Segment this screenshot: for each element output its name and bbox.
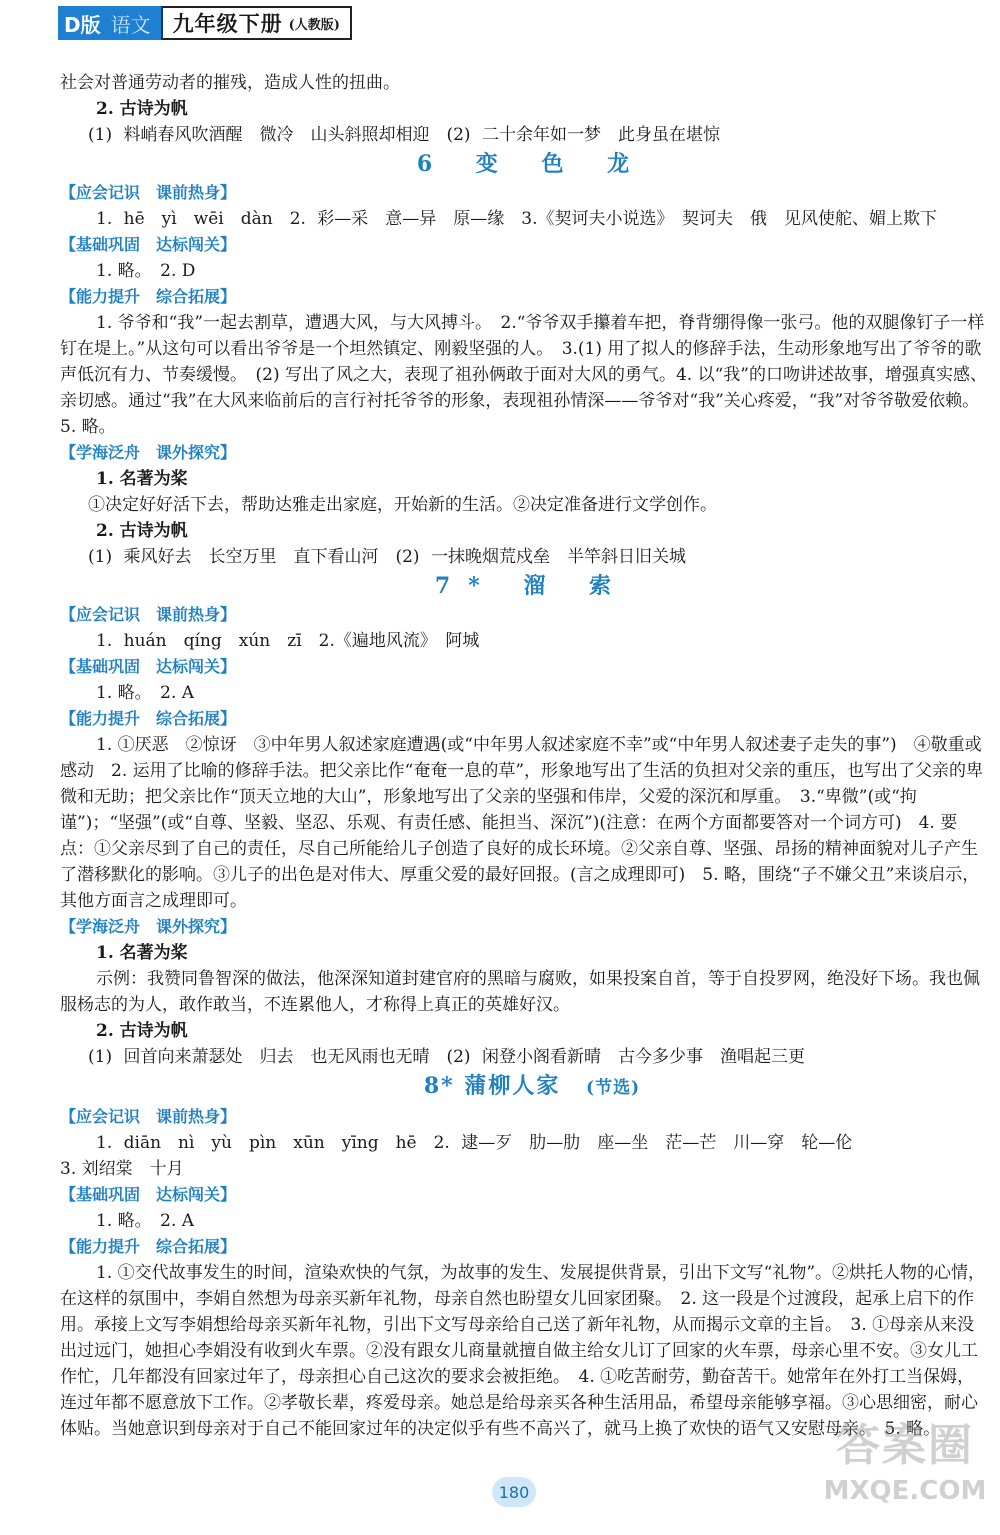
subsection-heading: 1. 名著为桨 [96,943,188,963]
section-text: (1) 乘风好去 长空万里 直下看山河 (2) 一抹晚烟荒戍垒 半竿斜日旧关城 [88,547,686,567]
section-label: 【能力提升 综合拓展】 [60,709,237,728]
section-label: 【基础巩固 达标闯关】 [60,1185,237,1204]
watermark-url: MXQE.COM [823,1476,987,1506]
poem-answers: (1) 料峭春风吹酒醒 微冷 山头斜照却相迎 (2) 二十余年如一梦 此身虽在堪惊 [88,125,720,145]
section-paragraph: 示例：我赞同鲁智深的做法，他深深知道封建官府的黑暗与腐败，如果投案自首，等于自投罗网，绝没好下场。我也佩服杨志的为人，敢作敢当，不连累他人，才称得上真正的英雄好汉。 [60,969,980,1015]
edition-badge: D版 [58,6,107,40]
lesson-6-title: 6 变 色 龙 [416,151,648,177]
section-paragraph: 1. 爷爷和“我”一起去割草，遭遇大风，与大风搏斗。 2.“爷爷双手攥着车把，脊背绷得像一张弓。他的双腿像钉子一样钉在堤上。”从这句可以看出爷爷是一个坦然镇定、刚毅坚强的人。 3.(1) 用了拟人的修辞手法，生动形象地写出了爷爷的歌声低沉有力、节奏缓慢。 (2) 写出了风之大，表现了祖孙俩敢于面对大风的勇气。4. 以“我”的口吻讲述故事，增强真实感、亲切感。通过“我”在大风来临前后的言行衬托爷爷的形象，表现祖孙情深——爷爷对“我”关心疼爱，“我”对爷爷敬爱依赖。 5. 略。 [60,313,988,437]
section-text: (1) 回首向来萧瑟处 归去 也无风雨也无晴 (2) 闲登小阁看新晴 古今多少事 渔唱起三更 [88,1047,805,1067]
lesson-7-title: 7* 溜 索 [434,573,630,599]
section-text: 1. 略。 2. A [96,1211,195,1231]
section-label: 【应会记识 课前热身】 [60,1107,237,1126]
answer-content [60,70,990,1442]
section-label: 【能力提升 综合拓展】 [60,287,237,306]
section-paragraph: 1. ①厌恶 ②惊讶 ③中年男人叙述家庭遭遇(或“中年男人叙述家庭不幸”或“中年男人叙述妻子走失的事”) ④敬重或感动 2. 运用了比喻的修辞手法。把父亲比作“奄奄一息的草”，形象地写出了生活的负担对父亲的重压，也写出了父亲的卑微和无助；把父亲比作“顶天立地的大山”，形象地写出了父亲的坚强和伟岸，父爱的深沉和厚重。 3.“卑微”(或“拘谨”)；“坚强”(或“自尊、坚毅、坚忍、乐观、有责任感、能担当、深沉”)(注意：在两个方面都要答对一个词方可) 4. 要点：①父亲尽到了自己的责任，尽自己所能给儿子创造了良好的成长环境。②父亲自尊、坚强、昂扬的精神面貌对儿子产生了潜移默化的影响。③儿子的出色是对伟大、厚重父爱的最好回报。(言之成理即可) 5. 略，围绕“子不嫌父丑”来谈启示，其他方面言之成理即可。 [60,735,984,911]
publisher-label: (人教版) [288,17,340,33]
section-text: ①决定好好活下去，帮助达雅走出家庭，开始新的生活。②决定准备进行文学创作。 [88,495,717,515]
section-label: 【学海泛舟 课外探究】 [60,443,237,462]
section-text: 1. 略。 2. D [96,261,196,281]
watermark [820,1418,990,1528]
watermark-text: 答案圈 [836,1420,974,1471]
section-label: 【应会记识 课前热身】 [60,183,237,202]
section-label: 【学海泛舟 课外探究】 [60,917,237,936]
section-text: 1. 略。 2. A [96,683,195,703]
section-paragraph: 1. ①交代故事发生的时间，渲染欢快的气氛，为故事的发生、发展提供背景，引出下文写“礼物”。②烘托人物的心情，在这样的氛围中，李娟自然想为母亲买新年礼物，母亲自然也盼望女儿回家团聚。 2. 这一段是个过渡段，起承上启下的作用。承接上文写李娟想给母亲买新年礼物，引出下文写母亲给自己送了新年礼物，从而揭示文章的主旨。 3. ①母亲从来没出过远门，她担心李娟没有收到火车票。②没有跟女儿商量就擅自做主给女儿订了回家的火车票，母亲心里不安。③女儿工作忙，几年都没有回家过年了，母亲担心自己这次的要求会被拒绝。 4. ①吃苦耐劳，勤奋苦干。她常年在外打工当保姆，连过年都不愿意放下工作。②孝敬长辈，疼爱母亲。她总是给母亲买各种生活用品，希望母亲能够享福。③心思细密，耐心体贴。当她意识到母亲对于自己不能回家过年的决定似乎有些不高兴了，就马上换了欢快的语气又安慰母亲。 5. 略。 [60,1263,986,1439]
section-text: 1. hē yì wēi dàn 2. 彩—采 意—异 原—缘 3.《契诃夫小说选》 契诃夫 俄 见风使舵、媚上欺下 [96,209,938,229]
poem-heading: 2. 古诗为帆 [96,99,188,119]
lesson-8-title [60,1070,990,1104]
subsection-heading: 2. 古诗为帆 [96,521,188,541]
section-text: 1. diān nì yù pìn xūn yīng hē 2. 逮—歹 肋—肋 座—坐 茫—芒 川—穿 轮—伦 [96,1133,853,1153]
lesson-8-title-text: 8* 蒲柳人家 [423,1073,561,1099]
continued-text: 社会对普通劳动者的摧残，造成人性的扭曲。 [60,73,400,93]
grade-title: 九年级下册 [172,11,283,36]
grade-box [163,6,352,40]
subsection-heading: 2. 古诗为帆 [96,1021,188,1041]
page-header [58,6,352,40]
lesson-8-title-note: (节选) [586,1078,641,1098]
section-label: 【应会记识 课前热身】 [60,605,237,624]
section-label: 【能力提升 综合拓展】 [60,1237,237,1256]
section-label: 【基础巩固 达标闯关】 [60,235,237,254]
section-label: 【基础巩固 达标闯关】 [60,657,237,676]
page-number: 180 [492,1477,536,1507]
subsection-heading: 1. 名著为桨 [96,469,188,489]
section-text: 3. 刘绍棠 十月 [60,1159,184,1179]
section-text: 1. huán qíng xún zī 2.《遍地风流》 阿城 [96,631,480,651]
subject-label: 语文 [107,6,163,40]
